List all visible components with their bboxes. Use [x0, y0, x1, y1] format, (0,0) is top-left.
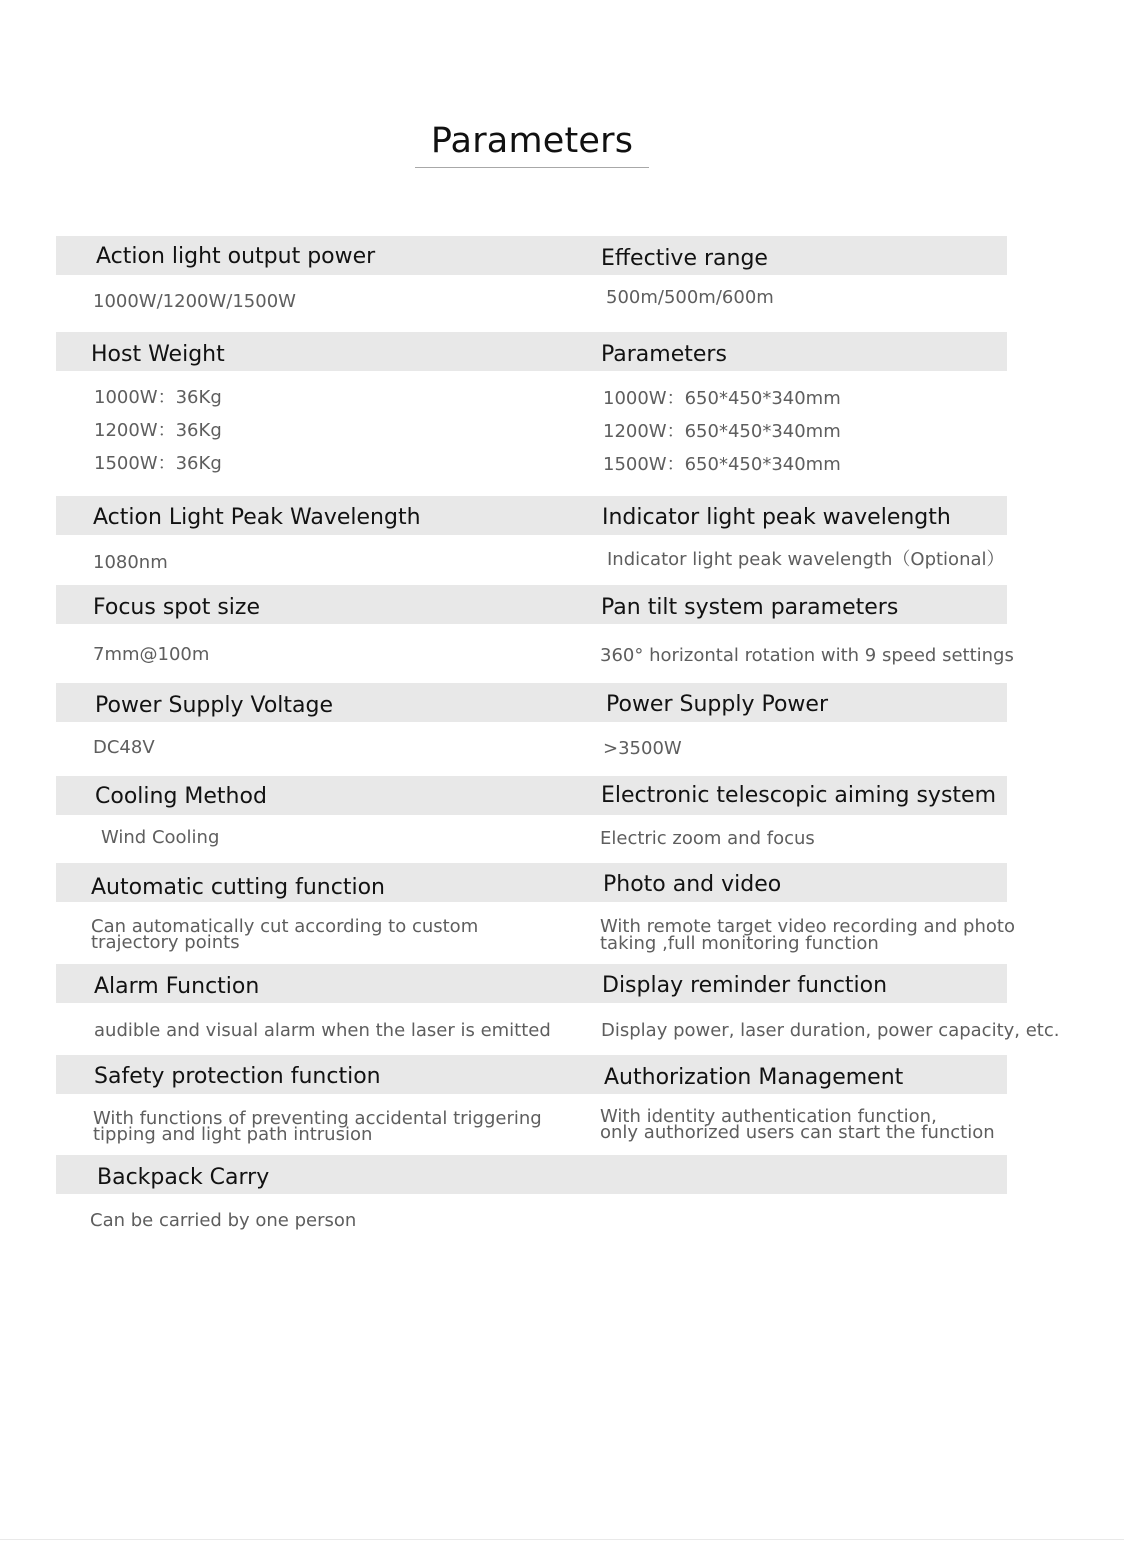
param-value: 1000W/1200W/1500W — [93, 291, 296, 312]
param-value: DC48V — [93, 737, 155, 758]
param-value: Indicator light peak wavelength（Optional） — [607, 549, 1005, 570]
param-label: Backpack Carry — [97, 1165, 270, 1190]
param-label: Host Weight — [91, 342, 225, 367]
param-label: Effective range — [601, 246, 768, 271]
param-label: Authorization Management — [604, 1065, 904, 1090]
param-label: Display reminder function — [602, 973, 888, 998]
title-underline — [415, 167, 649, 168]
param-value: 1080nm — [93, 552, 168, 573]
page-title: Parameters — [430, 121, 634, 161]
param-value: Display power, laser duration, power capacity, etc. — [601, 1020, 1060, 1041]
param-label: Pan tilt system parameters — [601, 595, 899, 620]
param-label: Cooling Method — [95, 784, 267, 809]
param-value: taking ,full monitoring function — [600, 933, 879, 954]
param-label: Power Supply Power — [606, 692, 828, 717]
param-label: Electronic telescopic aiming system — [601, 783, 997, 808]
param-value: With identity authentication function, — [600, 1106, 937, 1127]
param-label: Power Supply Voltage — [95, 693, 333, 718]
param-value: only authorized users can start the function — [600, 1122, 995, 1143]
param-label: Indicator light peak wavelength — [602, 505, 951, 530]
param-value: 1200W：650*450*340mm — [603, 421, 841, 442]
param-label: Photo and video — [603, 872, 782, 897]
param-value: tipping and light path intrusion — [93, 1124, 373, 1145]
param-value: Can automatically cut according to custom — [91, 916, 479, 937]
param-label: Automatic cutting function — [91, 875, 385, 900]
param-value: 1000W：36Kg — [94, 387, 222, 408]
param-value: 500m/500m/600m — [606, 287, 774, 308]
param-label: Parameters — [601, 342, 727, 367]
param-value: 360° horizontal rotation with 9 speed settings — [600, 645, 1014, 666]
param-label: Action Light Peak Wavelength — [93, 505, 421, 530]
param-label: Alarm Function — [94, 974, 260, 999]
param-value: >3500W — [603, 738, 682, 759]
page-bottom-divider — [0, 1539, 1124, 1540]
param-value: 7mm@100m — [93, 644, 210, 665]
param-value: Wind Cooling — [101, 827, 220, 848]
param-value: 1200W：36Kg — [94, 420, 222, 441]
param-value: 1000W：650*450*340mm — [603, 388, 841, 409]
param-value: With functions of preventing accidental triggering — [93, 1108, 542, 1129]
param-label: Focus spot size — [93, 595, 260, 620]
param-value: With remote target video recording and photo — [600, 916, 1015, 937]
param-value: Electric zoom and focus — [600, 828, 815, 849]
param-value: 1500W：650*450*340mm — [603, 454, 841, 475]
param-value: 1500W：36Kg — [94, 453, 222, 474]
param-label: Safety protection function — [94, 1064, 381, 1089]
param-value: Can be carried by one person — [90, 1210, 357, 1231]
param-label: Action light output power — [96, 244, 376, 269]
param-value: trajectory points — [91, 932, 240, 953]
param-value: audible and visual alarm when the laser is emitted — [94, 1020, 551, 1041]
